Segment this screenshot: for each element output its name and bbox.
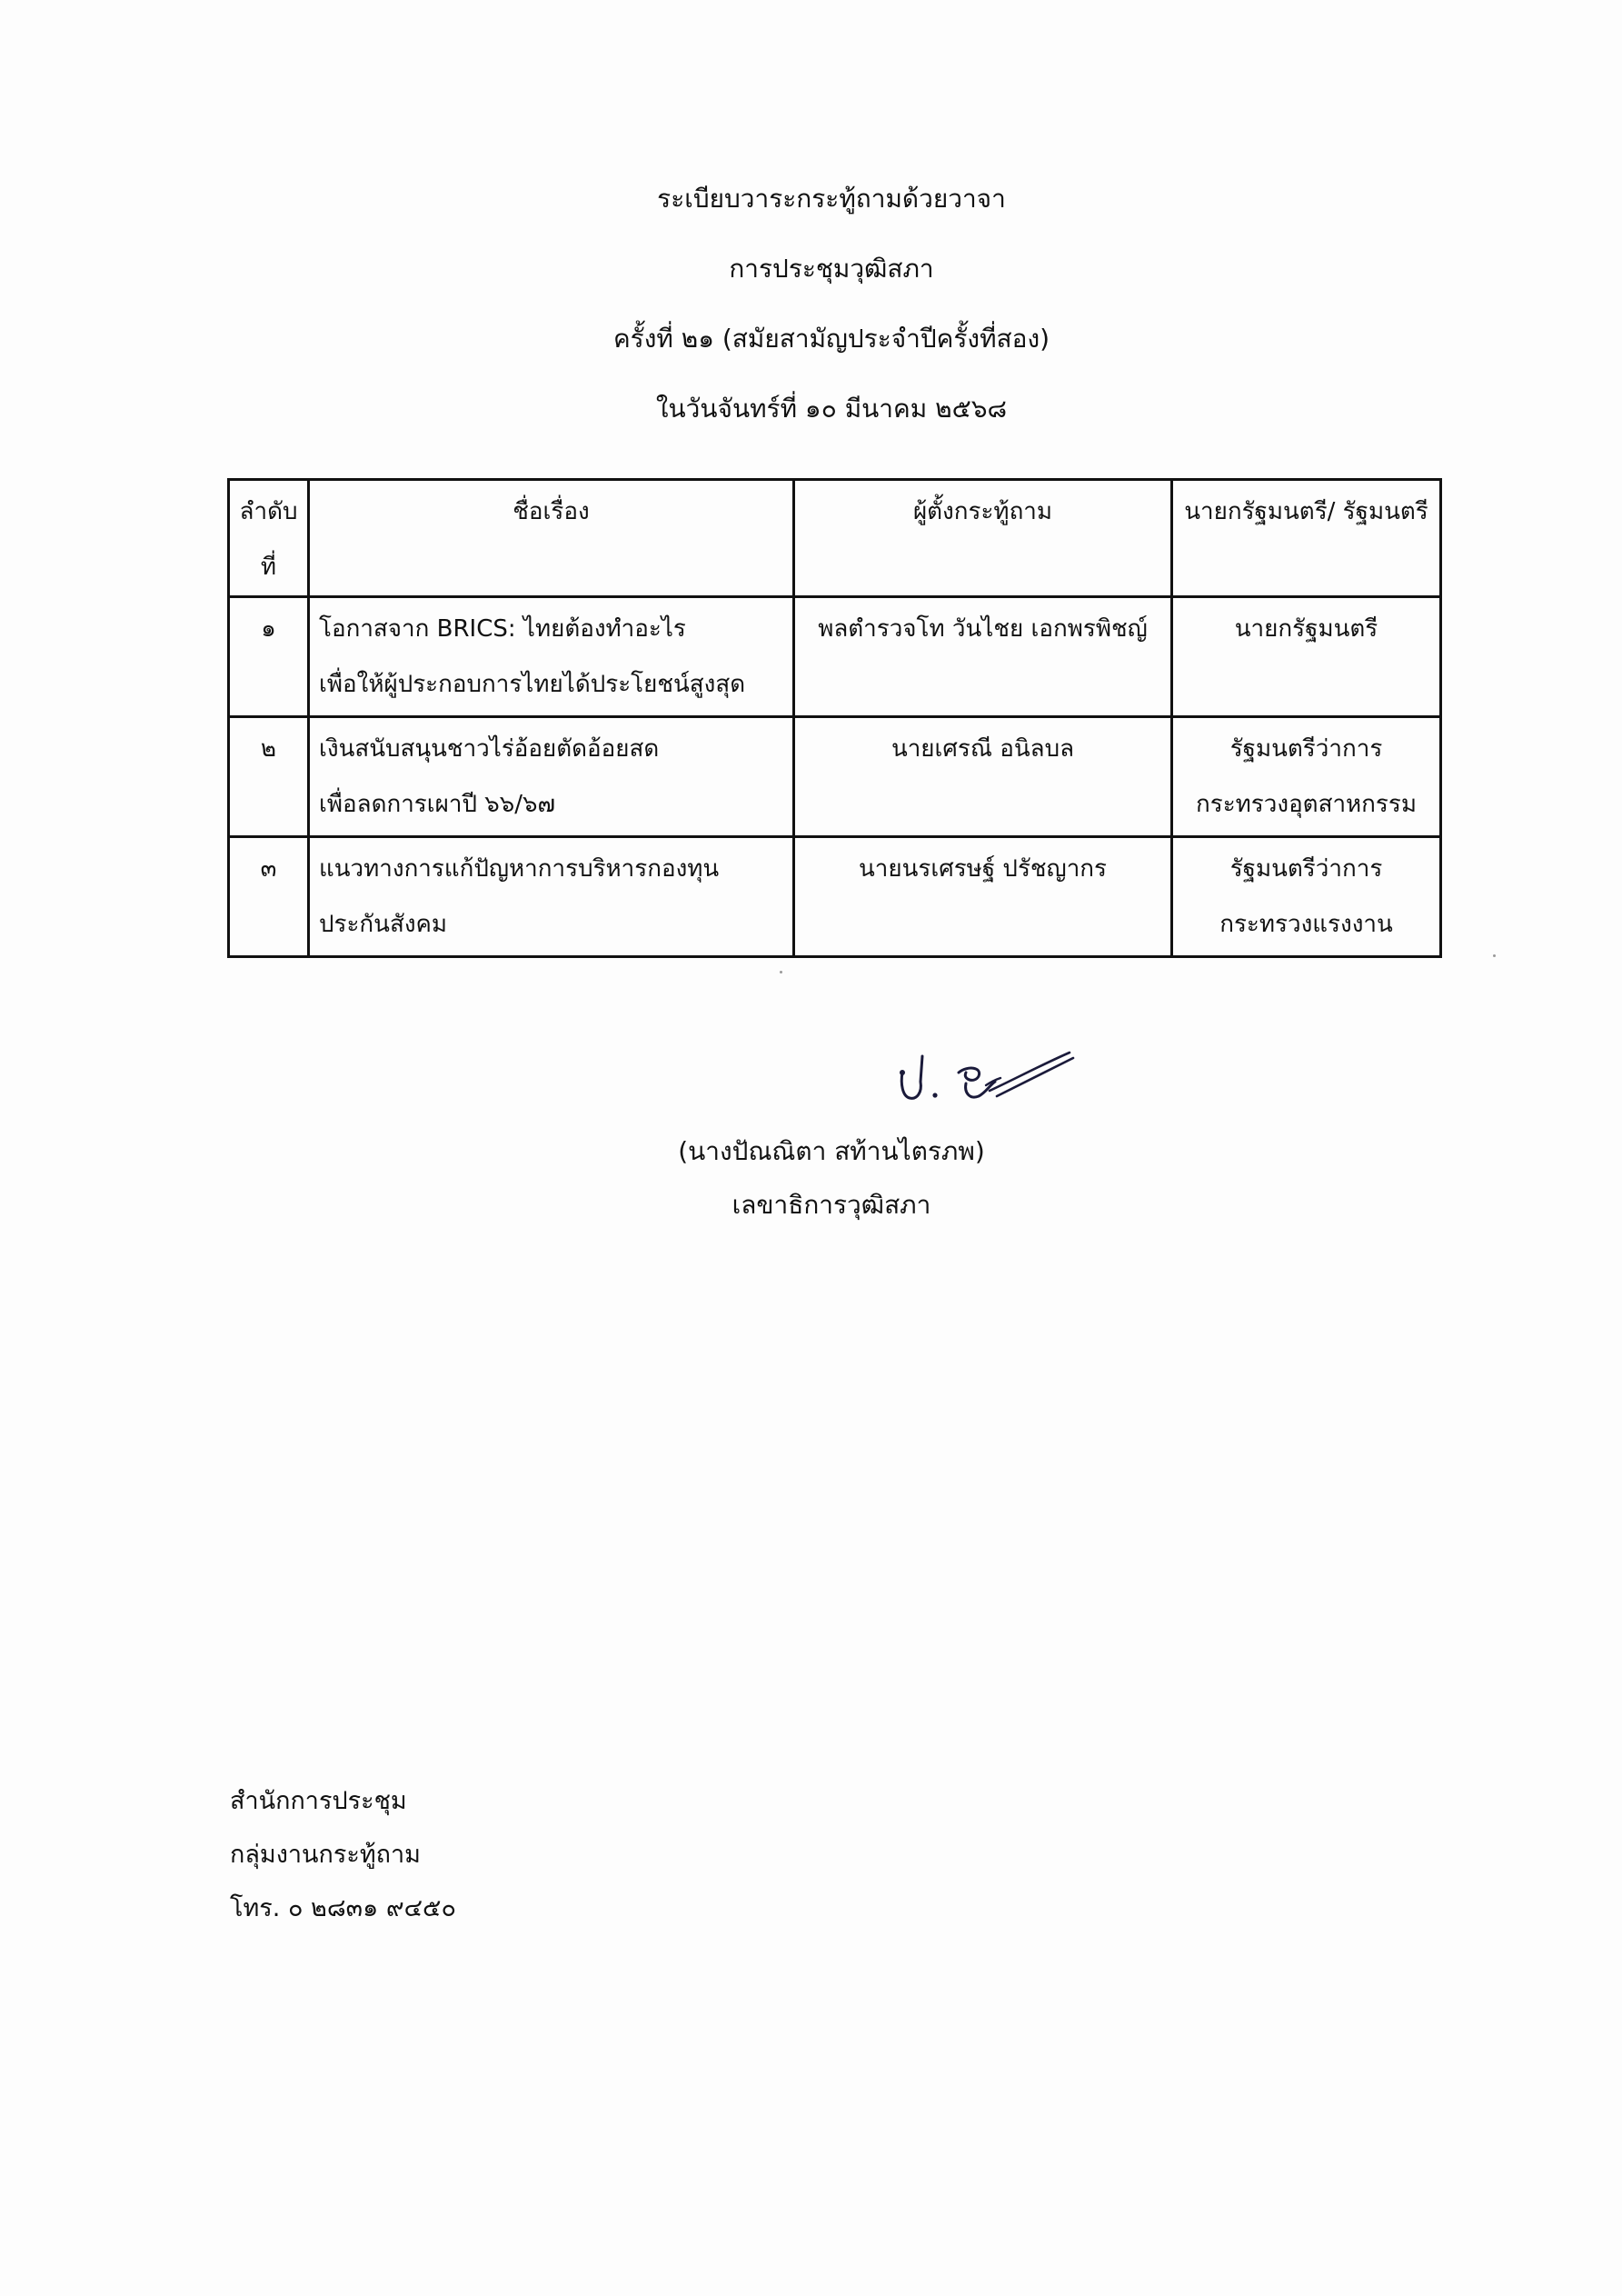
session-info: ครั้งที่ ๒๑ (สมัยสามัญประจำปีครั้งที่สอง) xyxy=(612,324,1050,354)
row-minister: รัฐมนตรีว่าการ กระทรวงแรงงาน xyxy=(1172,837,1441,957)
row-asker: พลตำรวจโท วันไชย เอกพรพิชญ์ xyxy=(794,597,1172,717)
row-title: เงินสนับสนุนชาวไร่อ้อยตัดอ้อยสด เพื่อลดการเผาปี ๖๖/๖๗ xyxy=(309,717,794,837)
signature-icon xyxy=(895,1045,1077,1109)
agenda-title: ระเบียบวาระกระทู้ถามด้วยวาจา xyxy=(657,184,1006,214)
row-number: ๓ xyxy=(229,837,309,957)
contact-footer xyxy=(230,1789,456,1950)
signer-name: (นางปัณณิตา สท้านไตรภพ) xyxy=(678,1136,985,1166)
row-minister: รัฐมนตรีว่าการ กระทรวงอุตสาหกรรม xyxy=(1172,717,1441,837)
header-asker: ผู้ตั้งกระทู้ถาม xyxy=(794,480,1172,597)
header-title: ชื่อเรื่อง xyxy=(309,480,794,597)
header-minister: นายกรัฐมนตรี/ รัฐมนตรี xyxy=(1172,480,1441,597)
scan-speck xyxy=(1493,954,1496,957)
row-asker: นายเศรณี อนิลบล xyxy=(794,717,1172,837)
header-number: ลำดับ ที่ xyxy=(229,480,309,597)
group-name: กลุ่มงานกระทู้ถาม xyxy=(230,1841,421,1869)
table-row xyxy=(229,837,1441,957)
meeting-date: ในวันจันทร์ที่ ๑๐ มีนาคม ๒๕๖๘ xyxy=(655,394,1008,424)
row-number: ๑ xyxy=(229,597,309,717)
scan-speck xyxy=(780,971,782,973)
row-number: ๒ xyxy=(229,717,309,837)
document-header xyxy=(0,186,1622,466)
handwritten-signature xyxy=(895,1045,1077,1109)
table-row xyxy=(229,597,1441,717)
row-title: แนวทางการแก้ปัญหาการบริหารกองทุน ประกันสังคม xyxy=(309,837,794,957)
agenda-table xyxy=(227,478,1442,958)
signer-position: เลขาธิการวุฒิสภา xyxy=(731,1190,931,1220)
table-row xyxy=(229,717,1441,837)
row-title: โอกาสจาก BRICS: ไทยต้องทำอะไร เพื่อให้ผู้ประกอบการไทยได้ประโยชน์สูงสุด xyxy=(309,597,794,717)
meeting-name: การประชุมวุฒิสภา xyxy=(729,254,934,284)
table-header-row xyxy=(229,480,1441,597)
row-minister: นายกรัฐมนตรี xyxy=(1172,597,1441,717)
phone-number: โทร. ๐ ๒๘๓๑ ๙๔๕๐ xyxy=(230,1894,456,1922)
office-name: สำนักการประชุม xyxy=(230,1787,407,1815)
row-asker: นายนรเศรษฐ์ ปรัชญากร xyxy=(794,837,1172,957)
